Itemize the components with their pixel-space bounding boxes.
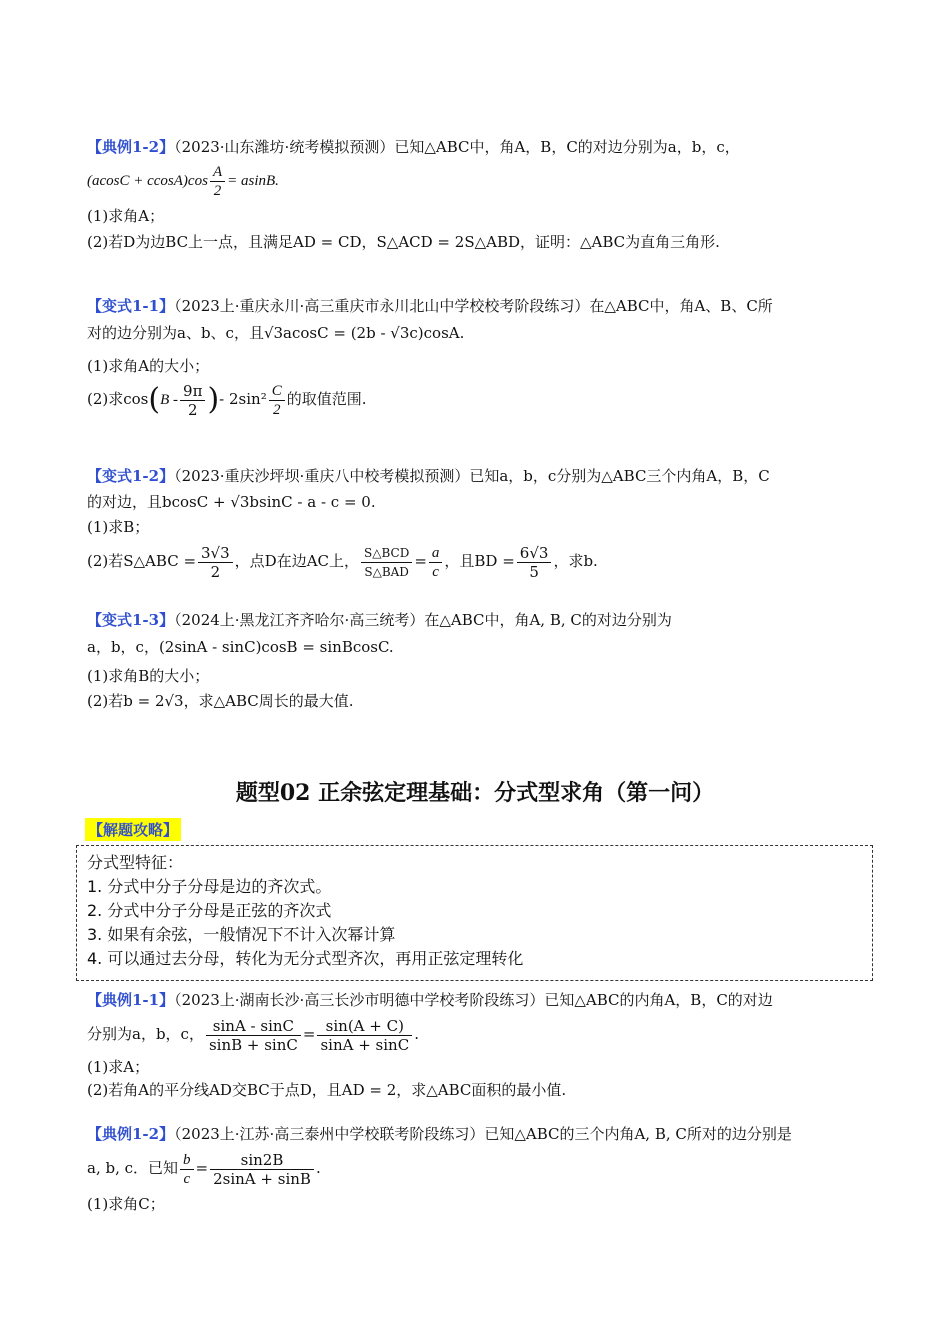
fraction (317, 1017, 412, 1054)
variant-text-line2: 对的边分别为a、b、c，且√3acosC = (2b - √3c)cosA. (87, 324, 465, 342)
fraction (198, 544, 233, 581)
example-equation (87, 1012, 419, 1056)
variant-tag: 【变式1-1】 (87, 297, 175, 315)
fraction-denominator: S△BAD (364, 564, 409, 579)
strategy-title: 分式型特征： (87, 853, 184, 872)
fraction-denominator: 2 (213, 182, 222, 199)
example-source: （2023·山东潍坊·统考模拟预测） (174, 138, 395, 156)
variant-1-2-header (87, 464, 770, 488)
fraction-denominator: 5 (529, 562, 539, 581)
strategy-item: 4. 可以通过去分母，转化为无分式型齐次，再用正弦定理转化 (87, 949, 524, 968)
example-source: （2023上·湖南长沙·高三长沙市明德中学校考阶段练习） (174, 991, 545, 1009)
question-2-prefix: (2)若S△ABC = (87, 552, 197, 570)
fraction-numerator: A (210, 163, 225, 182)
fraction-denominator: sinA + sinC (320, 1035, 410, 1054)
example-equation (87, 1146, 321, 1190)
variant-text-line2: 的对边，且bcosC + √3bsinC - a - c = 0. (87, 493, 376, 511)
question-2: (2)若角A的平分线AD交BC于点D，且AD = 2，求△ABC面积的最小值. (87, 1081, 567, 1099)
strategy-item: 3. 如果有余弦，一般情况下不计入次幂计算 (87, 925, 396, 944)
example-text: 已知△ABC的三个内角A, B, C所对的边分别是 (484, 1125, 792, 1143)
fraction (429, 544, 443, 581)
question-2-prefix: (2)求cos (87, 390, 149, 408)
variant-source: （2023·重庆沙坪坝·重庆八中校考模拟预测） (174, 467, 470, 485)
equals-sign: = (195, 1159, 209, 1177)
fraction-denominator: c (183, 1170, 191, 1187)
example-tag: 【典例1-2】 (87, 138, 175, 156)
fraction-numerator: 6√3 (517, 544, 552, 563)
question-2-arg: B - (160, 392, 179, 408)
period: . (414, 1025, 419, 1043)
example-text: 已知△ABC的内角A，B，C的对边 (544, 991, 773, 1009)
fraction-denominator: sinB + sinC (208, 1035, 298, 1054)
variant-1-1-header (87, 294, 773, 318)
strategy-label: 【解题攻略】 (85, 818, 181, 841)
question-1: (1)求A； (87, 1058, 150, 1076)
question-2-suffix: 的取值范围. (286, 390, 367, 408)
question-1: (1)求角A； (87, 207, 165, 225)
question-2-term: - 2sin² (219, 390, 267, 408)
variant-source: （2024上·黑龙江齐齐哈尔·高三统考） (174, 611, 425, 629)
variant-text: 在△ABC中，角A, B, C的对边分别为 (424, 611, 672, 629)
fraction (180, 1151, 194, 1188)
example-1-2b-header (87, 1122, 792, 1146)
question-1: (1)求B； (87, 518, 150, 536)
example-source: （2023上·江苏·高三泰州中学校联考阶段练习） (174, 1125, 485, 1143)
fraction-numerator: C (269, 382, 285, 401)
question-2-text: ，且BD = (444, 552, 515, 570)
variant-text: 在△ABC中，角A、B、C所 (589, 297, 773, 315)
fraction (180, 382, 205, 419)
variant-1-3-header (87, 608, 672, 632)
example-1-1-header (87, 988, 773, 1012)
strategy-item: 2. 分式中分子分母是正弦的齐次式 (87, 901, 332, 920)
fraction-numerator: 3√3 (198, 544, 233, 563)
fraction-denominator: 2 (187, 400, 198, 419)
fraction-denominator: c (432, 563, 439, 580)
fraction-numerator: sin2B (210, 1151, 314, 1170)
period: . (315, 1159, 321, 1177)
example-text-line2: a, b, c．已知 (87, 1159, 179, 1177)
variant-source: （2023上·重庆永川·高三重庆市永川北山中学校校考阶段练习） (174, 297, 590, 315)
question-2-suffix: ，求b. (553, 552, 598, 570)
strategy-box (76, 845, 873, 981)
question-1: (1)求角B的大小； (87, 667, 210, 685)
right-paren-icon: ) (207, 382, 220, 417)
question-1: (1)求角C； (87, 1195, 165, 1213)
fraction-numerator: sinA - sinC (206, 1017, 301, 1036)
section-heading: 题型02 正余弦定理基础：分式型求角（第一问） (235, 780, 715, 806)
left-paren-icon: ( (148, 382, 161, 417)
example-text-line2: 分别为a，b，c， (87, 1025, 204, 1043)
equals-sign: = (302, 1025, 316, 1043)
question-2: (2)若b = 2√3，求△ABC周长的最大值. (87, 692, 354, 710)
variant-tag: 【变式1-2】 (87, 467, 175, 485)
question-1: (1)求角A的大小； (87, 357, 210, 375)
fraction (517, 544, 552, 581)
question-2-text: ，点D在边AC上， (234, 552, 360, 570)
fraction (269, 382, 285, 419)
example-equation (87, 162, 279, 200)
equals-sign: = (414, 552, 427, 570)
equation-left: (acosC + ccosA)cos (87, 173, 208, 189)
fraction-numerator: 9π (180, 382, 205, 401)
example-tag: 【典例1-2】 (87, 1125, 175, 1143)
question-2: (2)若D为边BC上一点，且满足AD = CD，S△ACD = 2S△ABD，证明：△ABC为直角三角形. (87, 233, 720, 251)
fraction-numerator: b (180, 1151, 194, 1170)
equation-right: = asinB. (227, 173, 279, 189)
fraction-numerator: a (429, 544, 443, 563)
strategy-item: 1. 分式中分子分母是边的齐次式。 (87, 877, 332, 896)
example-1-2-header (87, 135, 740, 159)
question-2 (87, 378, 367, 421)
question-2 (87, 538, 598, 584)
fraction (361, 544, 412, 581)
fraction-numerator: sin(A + C) (317, 1017, 412, 1036)
fraction (210, 163, 225, 200)
fraction (210, 1151, 314, 1188)
fraction-denominator: 2sinA + sinB (213, 1169, 311, 1188)
example-text: 已知△ABC中，角A，B，C的对边分别为a，b，c， (394, 138, 740, 156)
fraction-denominator: 2 (272, 401, 281, 418)
variant-tag: 【变式1-3】 (87, 611, 175, 629)
fraction-numerator: S△BCD (361, 544, 412, 563)
variant-text: 已知a，b，c分别为△ABC三个内角A，B，C (469, 467, 770, 485)
fraction (206, 1017, 301, 1054)
variant-text-line2: a，b，c，(2sinA - sinC)cosB = sinBcosC. (87, 638, 394, 656)
fraction-denominator: 2 (210, 562, 221, 581)
example-tag: 【典例1-1】 (87, 991, 175, 1009)
